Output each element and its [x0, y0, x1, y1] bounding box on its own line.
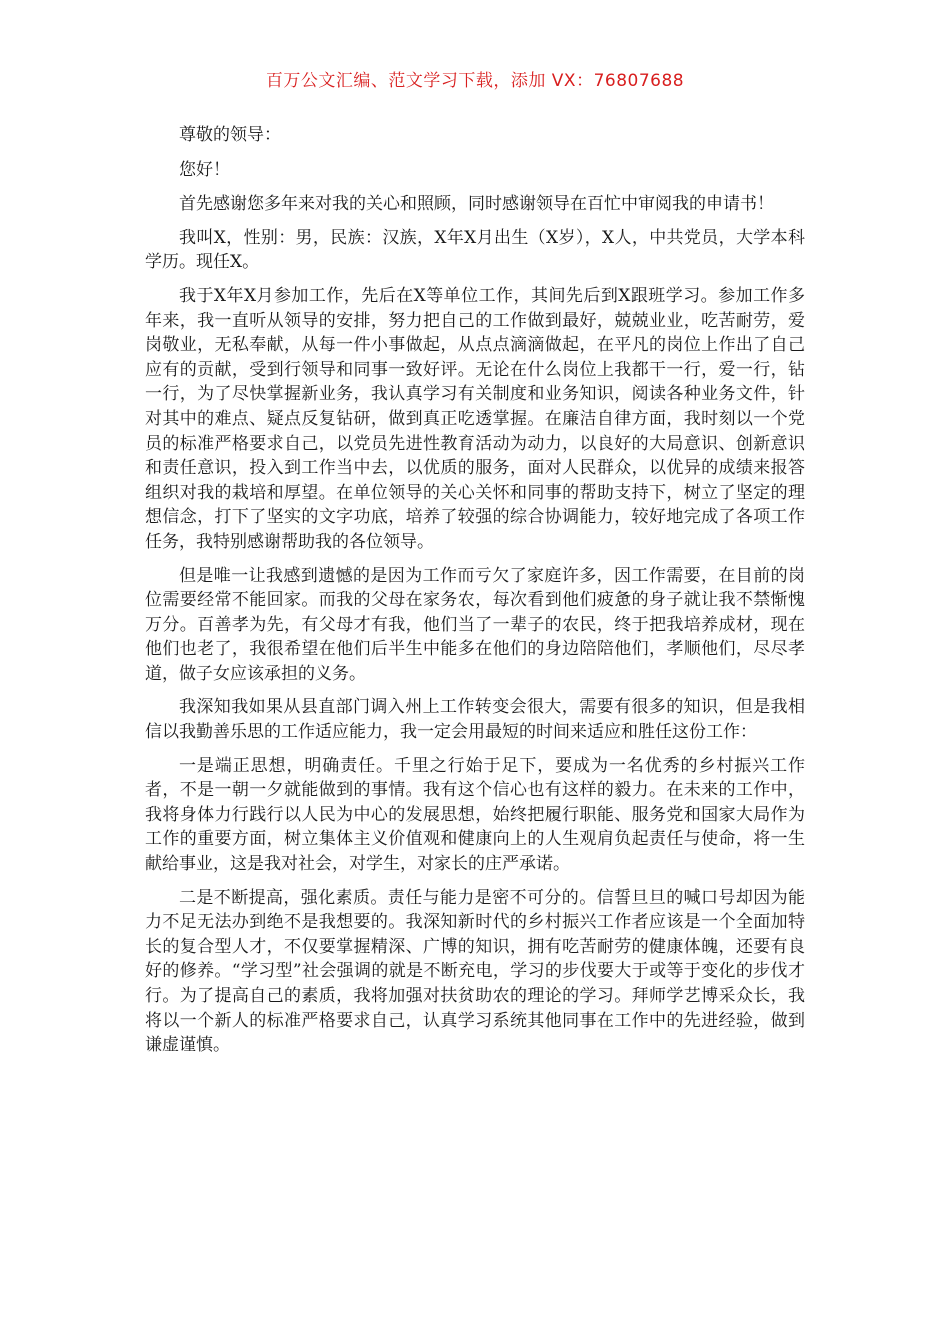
letter-body: [145, 123, 805, 1067]
paragraph-work-history: 我于X年X月参加工作，先后在X等单位工作，其间先后到X跟班学习。参加工作多年来，我一直听从领导的安排，努力把自己的工作做到最好，兢兢业业，吃苦耐劳，爱岗敬业，无私奉献，从每一件小事做起，从点点滴滴做起，在平凡的岗位上作出了自己应有的贡献，受到行领导和同事一致好评。无论在什么岗位上我都干一行，爱一行，钻一行，为了尽快掌握新业务，我认真学习有关制度和业务知识，阅读各种业务文件，针对其中的难点、疑点反复钻研，做到真正吃透掌握。在廉洁自律方面，我时刻以一个党员的标准严格要求自己，以党员先进性教育活动为动力，以良好的大局意识、创新意识和责任意识，投入到工作当中去，以优质的服务，面对人民群众，以优异的成绩来报答组织对我的栽培和厚望。在单位领导的关心关怀和同事的帮助支持下，树立了坚定的理想信念，打下了坚实的文字功底，培养了较强的综合协调能力，较好地完成了各项工作任务，我特别感谢帮助我的各位领导。: [145, 285, 805, 552]
paragraph-thanks: 首先感谢您多年来对我的关心和照顾，同时感谢领导在百忙中审阅我的申请书！: [179, 194, 774, 215]
paragraph-point-one: 一是端正思想，明确责任。千里之行始于足下，要成为一名优秀的乡村振兴工作者，不是一朝一夕就能做到的事情。我有这个信心也有这样的毅力。在未来的工作中，我将身体力行践行以人民为中心的发展思想，始终把履行职能、服务党和国家大局作为工作的重要方面，树立集体主义价值观和健康向上的人生观肩负起责任与使命，将一生献给事业，这是我对社会，对学生，对家长的庄严承诺。: [145, 755, 805, 875]
paragraph-family-reason: 但是唯一让我感到遗憾的是因为工作而亏欠了家庭许多，因工作需要，在目前的岗位需要经常不能回家。而我的父母在家务农，每次看到他们疲惫的身子就让我不禁惭愧万分。百善孝为先，有父母才有我，他们当了一辈子的农民，终于把我培养成材，现在他们也老了，我很希望在他们后半生中能多在他们的身边陪陪他们，孝顺他们，尽尽孝道，做子女应该承担的义务。: [145, 565, 805, 684]
paragraph-point-two: 二是不断提高，强化素质。责任与能力是密不可分的。信誓旦旦的喊口号却因为能力不足无法办到绝不是我想要的。我深知新时代的乡村振兴工作者应该是一个全面加特长的复合型人才，不仅要掌握精深、广博的知识，拥有吃苦耐劳的健康体魄，还要有良好的修养。“学习型”社会强调的就是不断充电，学习的步伐要大于或等于变化的步伐才行。为了提高自己的素质，我将加强对扶贫助农的理论的学习。拜师学艺博采众长，我将以一个新人的标准严格要求自己，认真学习系统其他同事在工作中的先进经验，做到谦虚谨慎。: [145, 887, 805, 1056]
paragraph-adaptation: 我深知我如果从县直部门调入州上工作转变会很大，需要有很多的知识，但是我相信以我勤善乐思的工作适应能力，我一定会用最短的时间来适应和胜任这份工作：: [145, 697, 805, 743]
salutation: 尊敬的领导：: [179, 125, 281, 145]
header-banner: 百万公文汇编、范文学习下载，添加 VX：76807688: [265, 71, 685, 91]
greeting: 您好！: [179, 159, 230, 180]
paragraph-personal-info: 我叫X，性别：男，民族：汉族，X年X月出生（X岁），X人，中共党员，大学本科学历。现任X。: [145, 227, 805, 273]
